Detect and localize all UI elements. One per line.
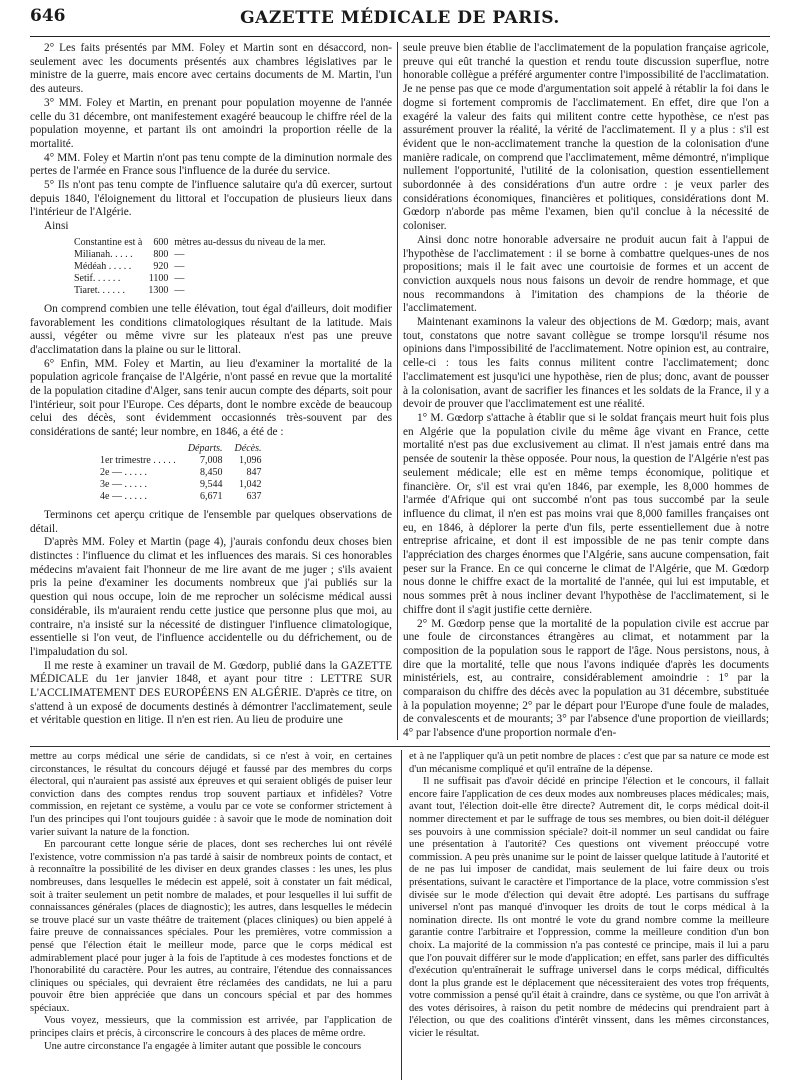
paragraph: Terminons cet aperçu critique de l'ensemble par quelques observations de détail.: [30, 508, 392, 535]
paragraph: On comprend combien une telle élévation, tout égal d'ailleurs, doit modifier favorablement les conditions climatologiques résultant de la latitude. Mais aussi, végéter ou même vivre sur les plateaux n'est pas une preuve d'acclimatation dans la plaine ou sur le littoral.: [30, 302, 392, 356]
altitude-table: [74, 237, 332, 297]
paragraph: Il me reste à examiner un travail de M. Gœdorp, publié dans la GAZETTE MÉDICALE du 1er janvier 1848, et ayant pour titre : LETTRE SUR L'ACCLIMATEMENT DES EUROPÉENS EN ALGÉRIE. D'après ce titre, on s'attend à un exposé de documents destinés à démontrer l'acclimatement, seule et véritable question en litige. Il n'en est rien. Au lieu de produire une: [30, 659, 392, 727]
table-row: Médéah . . . . . 920 —: [74, 260, 185, 272]
column-left-bottom: [30, 751, 392, 1081]
departures-table: [100, 443, 273, 503]
table-row: 1er trimestre . . . . . 7,008 1,096: [100, 454, 262, 466]
paragraph: 2° Les faits présentés par MM. Foley et Martin sont en désaccord, non-seulement avec les documents présentés aux chambres législatives par le ministre de la guerre, mais encore avec certains documents de M. Martin, l'un des auteurs.: [30, 42, 392, 96]
table-row: 3e — . . . . . 9,544 1,042: [100, 478, 262, 490]
table-row: 4e — . . . . . 6,671 637: [100, 490, 262, 502]
column-right-top: [403, 42, 769, 742]
paragraph: D'après MM. Foley et Martin (page 4), j'aurais confondu deux choses bien distinctes : l'influence du climat et les influences des marais. Si ces honorables médecins m'avaient fait l'honneur de me lire avant de me juger ; s'ils avaient pris la peine d'examiner les documents nombreux que j'ai publiés sur la question qui nous occupe, loin de me reprocher un solécisme médical aussi considérable, ils m'auraient rendu cette justice que personne plus que moi, au contraire, n'a insisté sur la nécessité de distinguer l'influence climatologique, essentielle si l'on veut, de l'influence accidentelle ou du défrichement, ou de l'impaludation du sol.: [30, 536, 392, 658]
table-row: Setif. . . . . . 1100 —: [74, 272, 185, 284]
column-divider: [397, 42, 398, 740]
paragraph: 5° Ils n'ont pas tenu compte de l'influence salutaire qu'a dû exercer, surtout depuis 1840, l'éloignement du littoral et l'occupation de plusieurs lieux dans l'intérieur de l'Algérie.: [30, 179, 392, 219]
paragraph: 1° M. Gœdorp s'attache à établir que si le soldat français meurt huit fois plus en Algérie que la population civile du même âge vivant en France, cette mortalité n'est pas due exclusivement au climat. Il n'est jamais entré dans ma pensée de soutenir la thèse opposée. Pour nous, la question de l'Algérie n'est pas seulement médicale; elle est en même temps économique, politique et financière. Or, s'il est vrai qu'en 1846, par exemple, les 8,000 hommes de l'armée d'Afrique qui ont succombé n'ont pas tous succombé par la seule influence du climat, il n'en est pas moins vrai que 8,000 familles françaises ont eu, en 1846, à déplorer la perte d'un fils, perte essentiellement due à notre entreprise africaine, et dont il est impossible de ne pas tenir compte dans l'appréciation des charges énormes que l'Algérie, sans aucune compensation, fait peser sur la France. En ce qui concerne le climat de l'Algérie, que M. Gœdorp nous donne le chiffre exact de la mortalité de l'année, qui lui est imputable, et nous sommes prêt à nous incliner devant l'hypothèse de l'acclimatement, si le chiffre dont il s'agit justifie cette dernière.: [403, 411, 769, 616]
section-rule: [30, 746, 770, 747]
paragraph: En parcourant cette longue série de places, dont ses recherches lui ont révélé l'existence, votre commission n'a pas tardé à saisir de nombreux points de contact, et à reconnaître la possibilité de les diviser en deux grandes classes : les unes, les plus nombreuses, dans lesquelles le médecin est appelé, soit à constater un fait médical, soit à traiter seulement un petit nombre de malades, et pour lesquelles il lui suffit de connaissances générales (places de diagnostic); les autres, dans lesquelles le médecin se trouve placé sur un vaste théâtre de traitement (places cliniques) ou bien appelé à faire preuve de connaissances spéciales. Pour les premières, votre commission a pensé que l'élection était le meilleur mode, parce que le corps médical est admirablement placé pour juger à la fois de l'aptitude à ces modestes fonctions et de l'honorabilité du caractère. Pour les autres, au contraire, l'étendue des connaissances cliniques ou spéciales, qui devraient être réclamées des candidats, ne lui a paru pouvoir être bien appréciée que dans un concours spécial et par des hommes spéciaux.: [30, 839, 392, 1014]
paragraph: 4° MM. Foley et Martin n'ont pas tenu compte de la diminution normale des pertes de l'armée en France sous l'influence de la durée du service.: [30, 151, 392, 178]
header-rule: [30, 36, 770, 37]
table-row: 2e — . . . . . 8,450 847: [100, 466, 262, 478]
paragraph: Vous voyez, messieurs, que la commission est arrivée, par l'application de principes clairs et précis, à circonscrire le concours à des places de même ordre.: [30, 1015, 392, 1040]
paragraph: Ainsi donc notre honorable adversaire ne produit aucun fait à l'appui de l'hypothèse de l'acclimatement : il se borne à combattre quelques-unes de nos propositions; mais il le fait avec une courtoisie de formes et un accent de conviction auxquels nous nous faisons un devoir de rendre hommage, et que nous recommandons à l'imitation des champions de la théorie de l'acclimatement.: [403, 233, 769, 315]
paragraph: Il ne suffisait pas d'avoir décidé en principe l'élection et le concours, il fallait encore faire l'application de ces deux modes aux nombreuses places médicales; mais, avant tout, l'élection doit-elle être directe? Autrement dit, le corps médical doit-il nommer directement et par le suffrage de tous ses membres, ou bien doit-il déléguer ses pouvoirs à une commission spéciale? doit-il nommer un seul candidat ou faire une présentation à l'autorité? Ces questions ont vivement préoccupé votre commission. A peu près unanime sur le point de laisser quelque latitude à l'autorité et de ne pas lui imposer de candidat, mais seulement de lui faire deux ou trois présentations, suivant le caractère et l'importance de la place, votre commission s'est divisée sur le mode d'élection qui devait être adopté. Les partisans du suffrage universel n'ont pas manqué d'invoquer les droits de tout le corps médical à la nomination directe. Ils ont montré le vote du grand nombre comme la meilleure garantie contre l'arbitraire et l'oppression, comme la meilleure condition d'un bon choix. La majorité de la commission n'a pas contesté ce principe, mais il lui a paru que l'on pouvait différer sur le mode d'application; en effet, sans parler des difficultés d'exécution qu'entraînerait le suffrage universel dans le corps médical, difficultés dont la plus grande est le déplacement que nécessiteraient des votes trop fréquents, votre commission a pensé qu'il était à craindre, dans ce système, ou que l'on arrivât à des votes dérisoires, à raison du petit nombre de médecins qui prendraient part à l'élection, ou que des coalitions d'intérêt vinssent, dans les mêmes circonstances, vicier le résultat.: [409, 776, 769, 1040]
paragraph: 2° M. Gœdorp pense que la mortalité de la population civile est accrue par une foule de circonstances étrangères au climat, et notamment par la composition de la population sous le rapport de l'âge. Nous persistons, nous, à dire que la mortalité, telle que nous l'avons indiquée d'après les documents ministériels, est, au contraire, considérablement amoindrie : 1° par la comparaison du chiffre des décès avec la population au 31 décembre, substituée à la population moyenne; 2° par le départ pour l'Europe d'une foule de malades, de convalescents et de mourants; 3° par l'absence d'une proportion de vieillards; 4° par l'absence d'une proportion normale d'en-: [403, 617, 769, 740]
paragraph: 6° Enfin, MM. Foley et Martin, au lieu d'examiner la mortalité de la population agricole française de l'Algérie, n'ont passé en revue que la mortalité de la population citadine d'Alger, sans tenir aucun compte des départs, soit pour l'intérieur, soit pour l'Europe. Ces départs, dont le nombre excède de beaucoup celui des décès, sont évidemment occasionnés très-souvent par des considérations de santé; leur nombre, en 1846, a été de :: [30, 357, 392, 439]
table-row: Tiaret. . . . . . 1300 —: [74, 284, 185, 296]
paragraph: et à ne l'appliquer qu'à un petit nombre de places : c'est que par sa nature ce mode est d'un mécanisme compliqué et qu'il entraîne de la dépense.: [409, 751, 769, 775]
paragraph: Ainsi: [44, 220, 69, 233]
paragraph: mettre au corps médical une série de candidats, si ce n'est à voir, en certaines circonstances, le résultat du concours déjugé et faussé par des membres du corps électoral, qui n'auraient pas assisté aux épreuves et qui seraient obligés de puiser leur conviction dans des comptes rendus trop souvent partiaux et infidèles? Votre commission, en rejetant ce système, a voulu par ce vote se conformer strictement à l'un des principes qui l'ont toujours guidée : à savoir que le mode de nomination doit varier suivant la nature de la fonction.: [30, 751, 392, 838]
column-right-bottom: [409, 751, 769, 1081]
table-row: Constantine est à 600 mètres au-dessus du niveau de la mer.: [74, 236, 326, 248]
paragraph: seule preuve bien établie de l'acclimatement de la population française agricole, preuve qui eût tranché la question et rendu toute discussion superflue, notre honorable collègue a préféré argumenter contre l'impossibilité de l'acclimatation. Je ne pense pas que ce mode d'argumentation soit appelé à rétablir la foi dans le dogme si fortement compromis de l'acclimatement. En effet, dire que l'on a exagéré la valeur des faits qui militent contre cette hypothèse, ce n'est pas assurément prouver la réalité, la vérité de l'acclimatement. Il y a plus : s'il est évident que le non-acclimatement tranche la question de la colonisation d'une manière radicale, on comprend que l'acclimatement, même démontré, n'implique nullement l'opportunité, l'utilité de la colonisation, question essentiellement subordonnée à des considérations d'un autre ordre : je veux parler des considérations économiques, financières et politiques, considérations dont M. Gœdorp n'aborde pas même l'examen, bien qu'il conclue à la nécessité de coloniser.: [403, 42, 769, 233]
column-divider: [401, 750, 402, 1080]
paragraph: 3° MM. Foley et Martin, en prenant pour population moyenne de l'année celle du 31 décembre, ont manifestement exagéré beaucoup le chiffre réel de la population moyenne, et partant ils ont amoindri la proportion réelle de la mortalité.: [30, 96, 392, 150]
page-header: [30, 6, 770, 30]
table-row: Milianah. . . . . 800 —: [74, 248, 185, 260]
paragraph: Maintenant examinons la valeur des objections de M. Gœdorp; mais, avant tout, constatons que notre savant collègue se trompe lorsqu'il résume nos opinions dans l'impossibilité de l'acclimatement. Notre opinion est, au contraire, celle-ci : tous les faits connus militent contre l'acclimatement; donc l'acclimatement est jusqu'ici une hypothèse, rien de plus; donc, avant de pousser à la colonisation, avant de sacrifier les finances et les soldats de la France, il y a devoir de prouver que l'acclimatement est une réalité.: [403, 316, 769, 411]
column-left-top: [30, 42, 392, 742]
page-number: 646: [30, 6, 66, 26]
table-header-row: Départs. Décès.: [187, 442, 262, 454]
running-title: GAZETTE MÉDICALE DE PARIS.: [240, 8, 560, 28]
paragraph: Une autre circonstance l'a engagée à limiter autant que possible le concours: [44, 1040, 362, 1052]
